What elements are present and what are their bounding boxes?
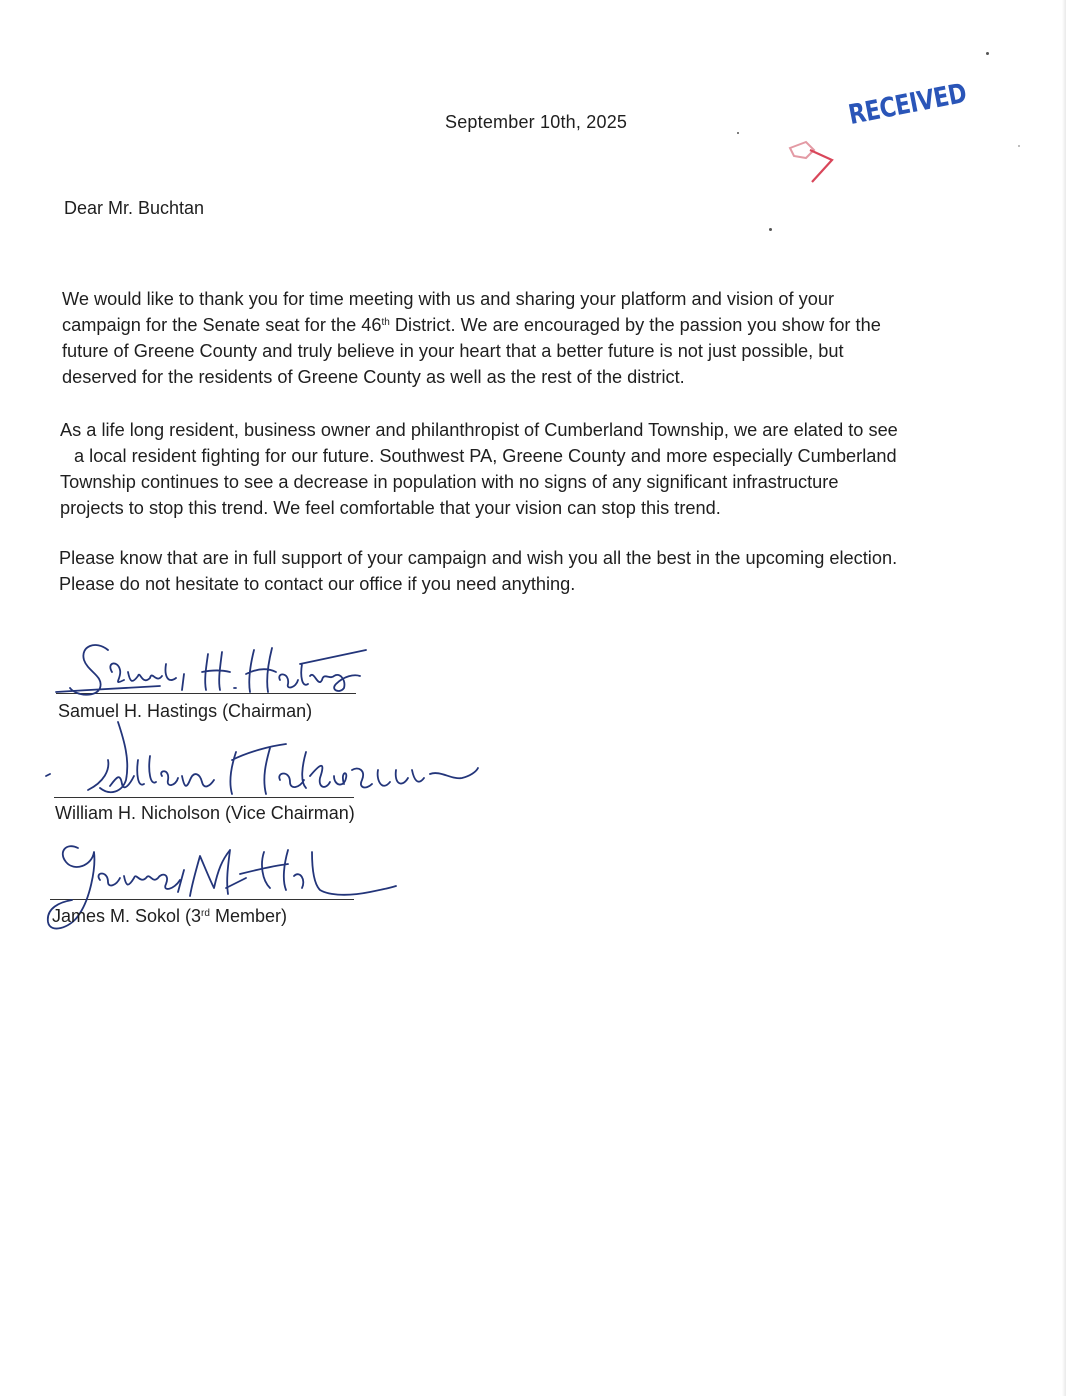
paragraph-line: deserved for the residents of Greene County as well as the rest of the district.: [62, 367, 685, 387]
paragraph-line: We would like to thank you for time meeting with us and sharing your platform and vision of your: [62, 289, 835, 309]
line-text: District. We are encouraged by the passion you show for the: [389, 315, 881, 335]
signatory-name: William H. Nicholson (Vice Chairman): [55, 803, 355, 823]
signature-william-nicholson: [46, 722, 214, 792]
salutation: Dear Mr. Buchtan: [64, 198, 205, 218]
paragraph-line: a local resident fighting for our future. Southwest PA, Greene County and more especially Cumberland: [74, 446, 897, 466]
received-stamp: RECEIVED: [846, 77, 969, 131]
paragraph-line: projects to stop this trend. We feel comfortable that your vision can stop this trend.: [60, 498, 721, 518]
paragraph-line: Township continues to see a decrease in population with no signs of any significant infrastructure: [60, 472, 839, 492]
paragraph-line: future of Greene County and truly believe in your heart that a better future is not just possible, but: [62, 341, 844, 361]
paragraph-line: Please know that are in full support of your campaign and wish you all the best in the upcoming election.: [59, 548, 898, 568]
superscript: rd: [201, 908, 210, 919]
signature-samuel-hastings: [56, 645, 160, 695]
paragraph-line: Please do not hesitate to contact our office if you need anything.: [59, 574, 576, 594]
line-text: campaign for the Senate seat for the 46: [62, 315, 382, 335]
signatory-name: Samuel H. Hastings (Chairman): [58, 701, 313, 721]
signatory-name: [52, 906, 287, 927]
paragraph-line: As a life long resident, business owner and philanthropist of Cumberland Township, we are elated to see: [60, 420, 898, 440]
letter-date: September 10th, 2025: [445, 112, 628, 132]
name-text: James M. Sokol (3: [52, 906, 202, 926]
name-text: Member): [209, 906, 287, 926]
superscript: th: [381, 317, 390, 328]
